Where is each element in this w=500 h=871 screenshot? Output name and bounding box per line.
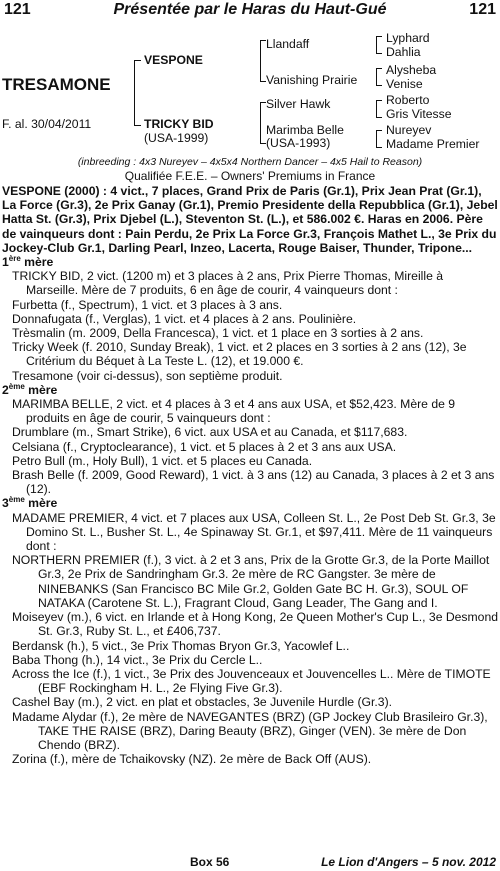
catalog-body [2,184,498,766]
sire-name: VESPONE [144,53,203,67]
section-2eme-mere: 2ème mère [2,381,58,397]
sire-dam: Vanishing Prairie [266,73,358,87]
page-title: Présentée par le Haras du Haut-Gué [113,1,387,18]
dam-origin: (USA-1999) [144,131,209,145]
birth-info: F. al. 30/04/2011 [2,117,92,131]
sire-record: VESPONE (2000) : 4 vict., 7 places, Grand Prix de Paris (Gr.1), Prix Jean Prat (Gr.1), La Force (Gr.3), 2e Prix Ganay (Gr.1), Premio Presidente della Repubblica (Gr.1), Jebel Hatta St. (Gr.3), Prix Djebel (L.), Steventon St. (L.), et 586.002 €. Haras en 2006. Père de vainqueurs dont : Pain Perdu, 2e Prix La Force Gr.3, François Mathet L., 3e Prix du Jockey-Club Gr.1, Darling Pearl, Inzeo, Lacerta, Rouge Baiser, Thunder, Tripone... [2,184,498,255]
list-item: Baba Thong (h.), 14 vict., 3e Prix du Cercle L.. [12,652,263,667]
horse-name: TRESAMONE [2,75,111,94]
section-1ere-mere: 1ère mère [2,253,54,270]
bracket-ds [376,100,382,118]
bracket-sd [376,68,382,86]
page-footer [0,855,500,869]
list-item: Madame Alydar (f.), 2e mère de NAVEGANTES (BRZ) (GP Jockey Club Brasileiro Gr.3), TAKE THE RAISE (BRZ), Daring Beauty (BRZ), Ginger (VEN). 3e mère de Don Chendo (BRZ). [12,709,488,752]
ddd: Madame Premier [386,137,480,151]
list-item: Donnafugata (f., Verglas), 1 vict. et 4 places à 2 ans. Poulinière. [12,311,357,326]
inbreeding-note: (inbreeding : 4x3 Nureyev – 4x5x4 Northern Dancer – 4x5 Hail to Reason) [77,156,423,168]
dam-1-intro: TRICKY BID, 2 vict. (1200 m) et 3 places à 2 ans, Prix Pierre Thomas, Mireille à Marseille. Mère de 7 produits, 6 en âge de courir, 4 vainqueurs dont : [12,269,444,298]
list-item: Tresamone (voir ci-dessus), son septième produit. [12,368,283,383]
list-item: Trèsmalin (m. 2009, Della Francesca), 1 vict. et 1 place en 3 sorties à 2 ans. [12,326,424,341]
page-number-right: 121 [469,1,496,18]
list-item: NORTHERN PREMIER (f.), 3 vict. à 2 et 3 ans, Prix de la Grotte Gr.3, de la Porte Maillot Gr.3, 2e Prix de Sandringham Gr.3. 2e mère de RC Gangster. 3e mère de NINEBANKS (San Francisco BC Mile Gr.2, Golden Gate BC H. Gr.3), SOUL OF NATAKA (Carotene St. L.), Fragrant Cloud, Gang Leader, The Gang and I. [12,553,490,610]
list-item: Petro Bull (m., Holy Bull), 1 vict. et 5 places eu Canada. [12,453,313,468]
page-number-left: 121 [4,1,31,18]
dam-name: TRICKY BID [144,117,214,131]
list-item: Berdansk (h.), 5 vict., 3e Prix Thomas Bryon Gr.3, Yacowlef L.. [12,638,350,653]
sss: Lyphard [386,31,430,45]
dam-dam: Marimba Belle [266,123,344,137]
ssd: Dahlia [386,45,421,59]
dam-3-intro: MADAME PREMIER, 4 vict. et 7 places aux USA, Colleen St. L., 2e Post Deb St. Gr.3, 3e Domino St. L., Busher St. L., 4e Spinaway St. Gr.1, et $97,411. Mère de 11 vainqueurs dont : [12,510,496,554]
list-item: Moiseyev (m.), 6 vict. en Irlande et à Hong Kong, 2e Queen Mother's Cup L., 3e Desmond St. Gr.3, Ruby St. L., et £406,737. [12,610,499,639]
dss: Roberto [386,93,430,107]
list-item: Furbetta (f., Spectrum), 1 vict. et 3 places à 3 ans. [12,297,283,312]
pedigree-table [0,26,500,158]
bracket-dd [376,130,382,148]
dam-2-intro: MARIMBA BELLE, 2 vict. et 4 places à 3 et 4 ans aux USA, et $52,423. Mère de 9 produits en âge de courir, 5 vainqueurs dont : [12,397,456,426]
dsd: Gris Vitesse [386,107,452,121]
bracket-gen1 [134,60,141,126]
list-item: Across the Ice (f.), 1 vict., 3e Prix des Jouvenceaux et Jouvencelles L.. Mère de TIMOTE (EBF Rockingham H. L., 2e Flying Five Gr.3). [12,666,491,696]
dam-sire: Silver Hawk [266,97,331,111]
box-number: Box 56 [190,855,230,869]
list-item: Drumblare (m., Smart Strike), 6 vict. aux USA et au Canada, et $117,683. [12,425,408,440]
list-item: Celsiana (f., Cryptoclearance), 1 vict. et 5 places à 2 et 3 ans aux USA. [12,439,397,454]
list-item: Tricky Week (f. 2010, Sunday Break), 1 vict. et 2 places en 3 sorties à 2 ans (12), 3e Critérium du Béquet à La Teste L. (12), et 19.000 €. [12,340,467,369]
dam-dam-origin: (USA-1993) [266,136,331,150]
list-item: Zorina (f.), mère de Tchaikovsky (NZ). 2e mère de Back Off (AUS). [12,752,372,767]
page-header [0,0,500,22]
sale-event: Le Lion d'Angers – 5 nov. 2012 [321,855,496,869]
qualification: Qualifiée F.E.E. – Owners' Premiums in France [124,169,376,183]
section-3eme-mere: 3ème mère [2,495,58,511]
sdd: Venise [386,77,423,91]
sds: Alysheba [386,63,437,77]
list-item: Cashel Bay (m.), 2 vict. en plat et obstacles, 3e Juvenile Hurdle (Gr.3). [12,695,393,710]
bracket-ss [376,36,382,54]
dds: Nureyev [386,123,432,137]
list-item: Brash Belle (f. 2009, Good Reward), 1 vict. à 3 ans (12) au Canada, 3 places à 2 et 3 ans (12). [12,468,495,497]
sire-sire: Llandaff [266,37,310,51]
